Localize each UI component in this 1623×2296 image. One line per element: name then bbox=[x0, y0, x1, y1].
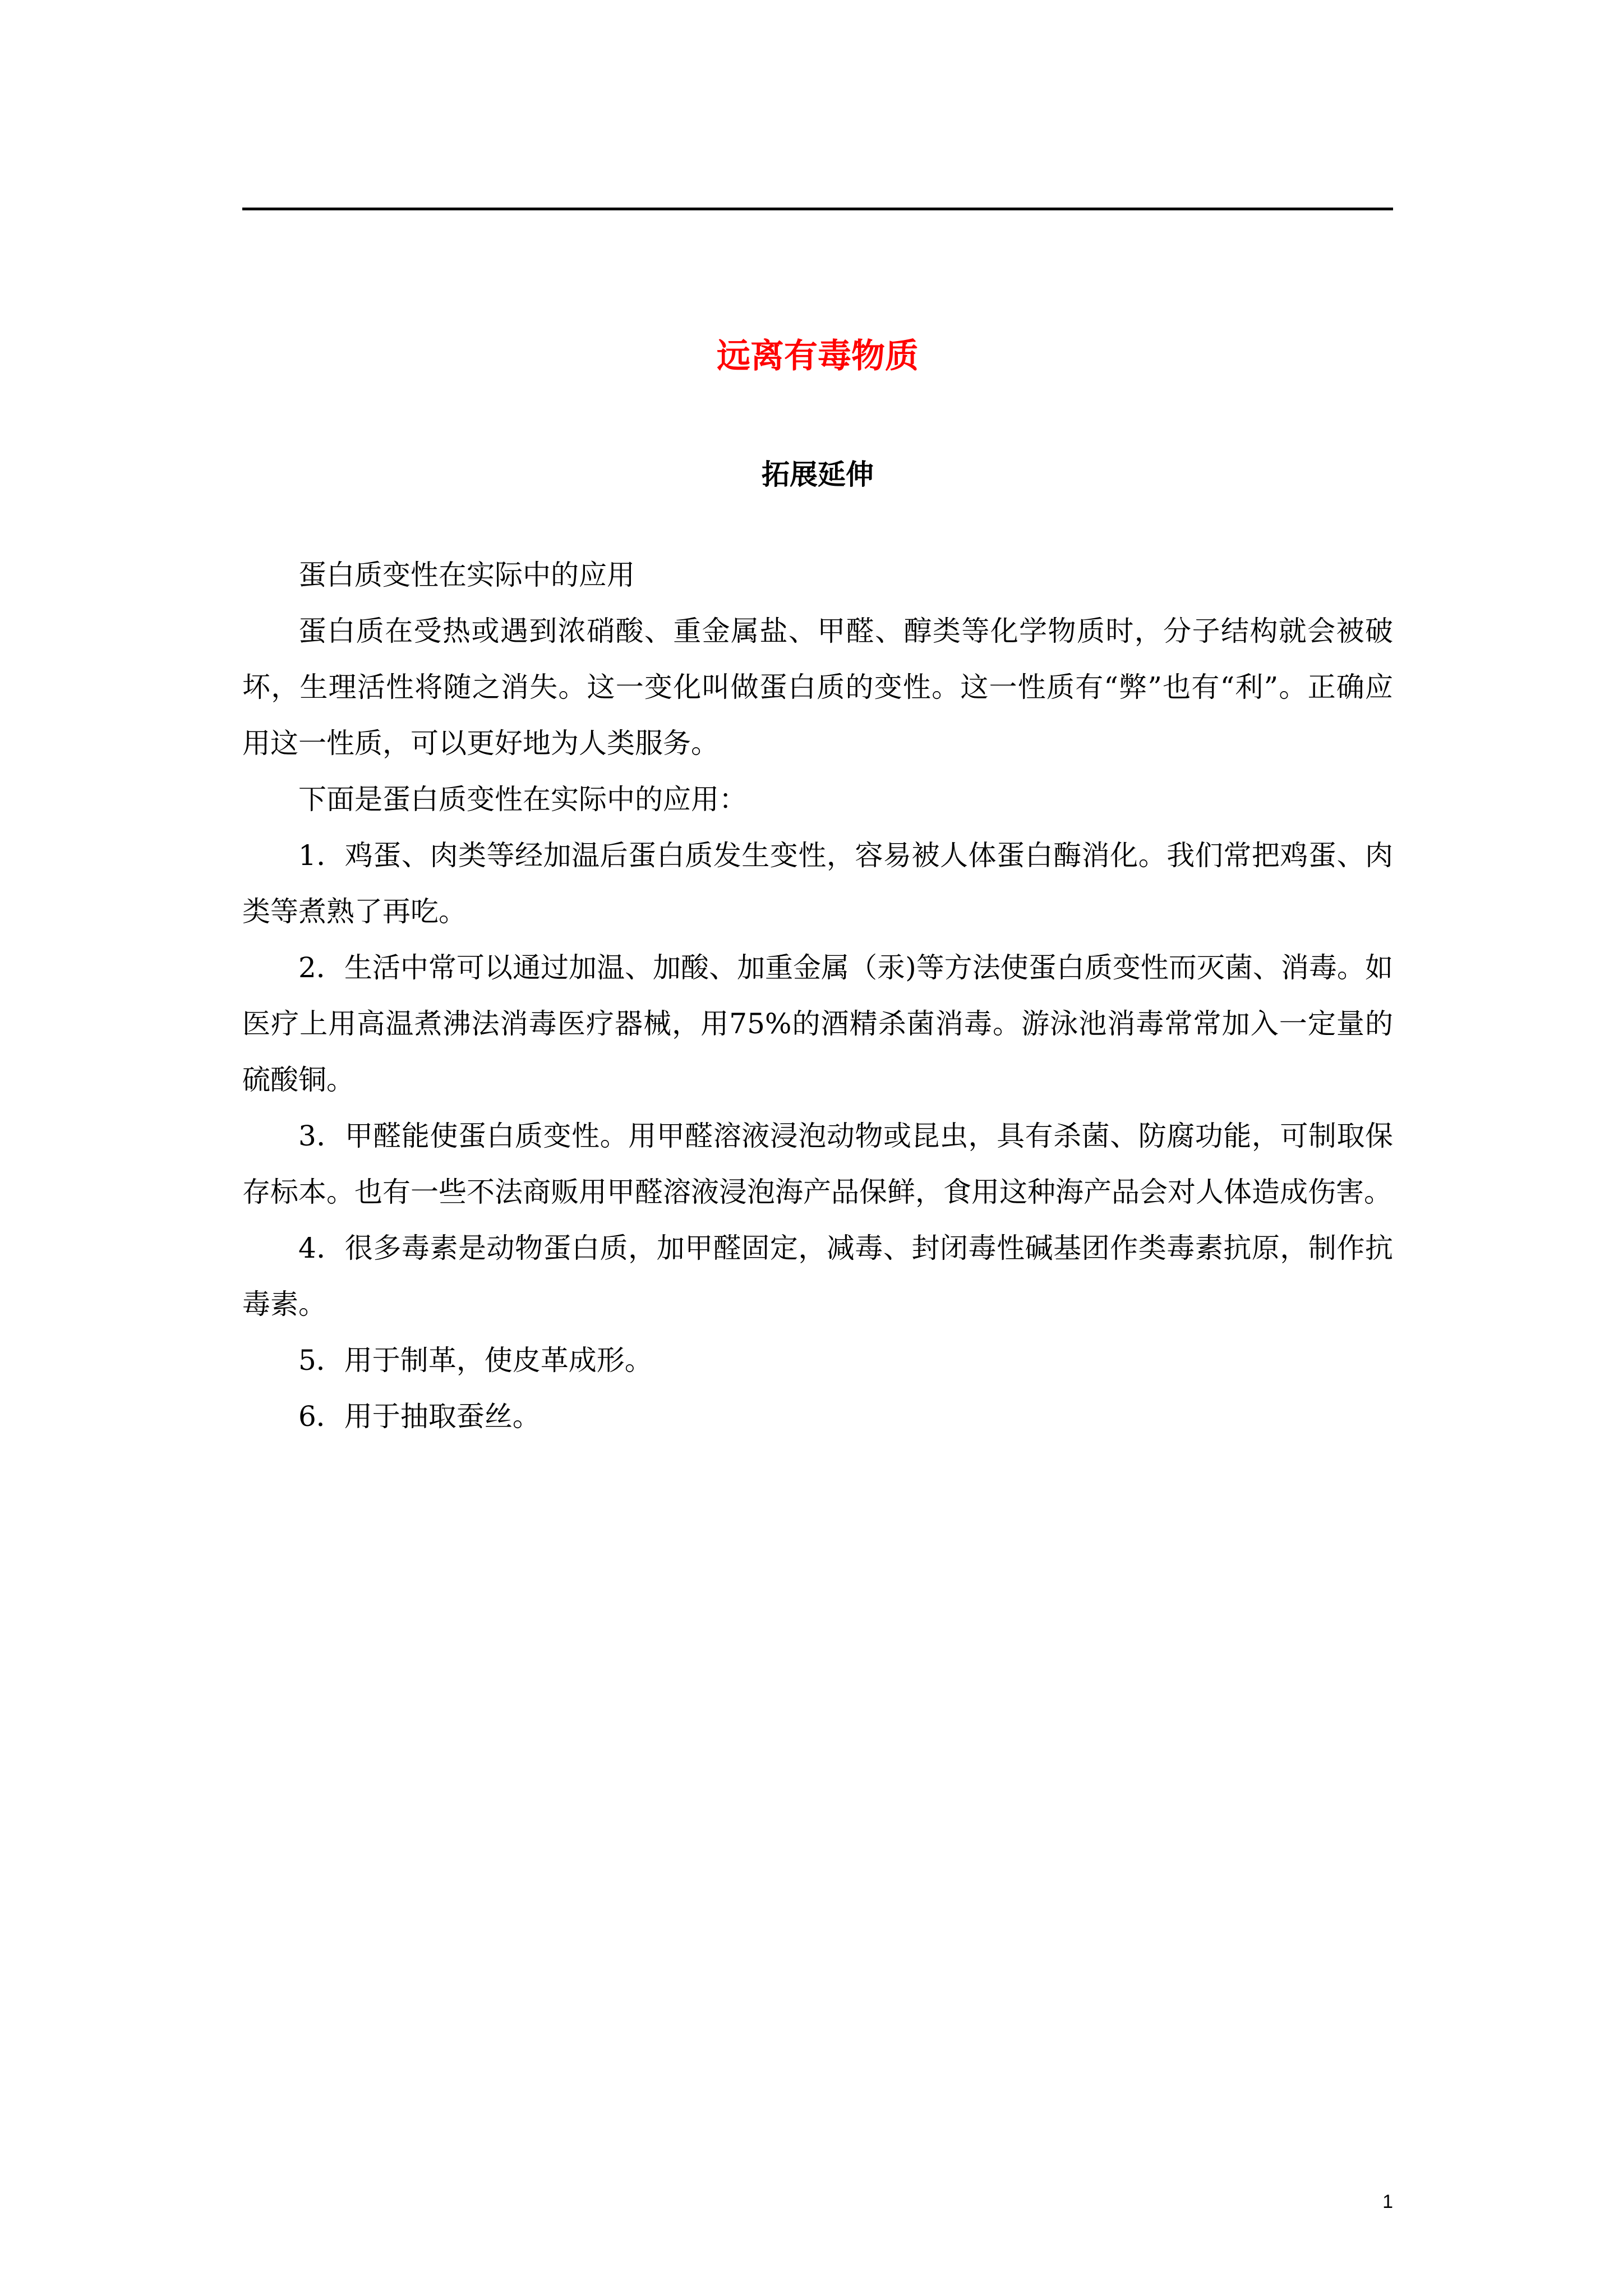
section-heading: 拓展延伸 bbox=[762, 458, 874, 491]
header-rule bbox=[242, 208, 1393, 210]
list-item-1: 1．鸡蛋、肉类等经加温后蛋白质发生变性，容易被人体蛋白酶消化。我们常把鸡蛋、肉类等煮熟了再吃。 bbox=[242, 839, 1393, 928]
list-item-2: 2．生活中常可以通过加温、加酸、加重金属（汞)等方法使蛋白质变性而灭菌、消毒。如医疗上用高温煮沸法消毒医疗器械，用75%的酒精杀菌消毒。游泳池消毒常常加入一定量的硫酸铜。 bbox=[242, 951, 1393, 1096]
list-item-4: 4．很多毒素是动物蛋白质，加甲醛固定，减毒、封闭毒性碱基团作类毒素抗原，制作抗毒素。 bbox=[242, 1232, 1393, 1320]
paragraph-subheading: 蛋白质变性在实际中的应用 bbox=[298, 559, 635, 591]
document-title: 远离有毒物质 bbox=[717, 337, 919, 376]
list-item-5: 5．用于制革，使皮革成形。 bbox=[298, 1344, 653, 1377]
list-item-3: 3．甲醛能使蛋白质变性。用甲醛溶液浸泡动物或昆虫，具有杀菌、防腐功能，可制取保存标本。也有一些不法商贩用甲醛溶液浸泡海产品保鲜，食用这种海产品会对人体造成伤害。 bbox=[242, 1120, 1393, 1208]
document-body bbox=[242, 547, 1393, 1444]
paragraph-intro: 蛋白质在受热或遇到浓硝酸、重金属盐、甲醛、醇类等化学物质时，分子结构就会被破坏，生理活性将随之消失。这一变化叫做蛋白质的变性。这一性质有“弊”也有“利”。正确应用这一性质，可以更好地为人类服务。 bbox=[242, 615, 1393, 760]
paragraph-lead-in: 下面是蛋白质变性在实际中的应用： bbox=[298, 783, 747, 816]
list-item-6: 6．用于抽取蚕丝。 bbox=[298, 1400, 541, 1433]
page-number: 1 bbox=[1382, 2191, 1393, 2212]
